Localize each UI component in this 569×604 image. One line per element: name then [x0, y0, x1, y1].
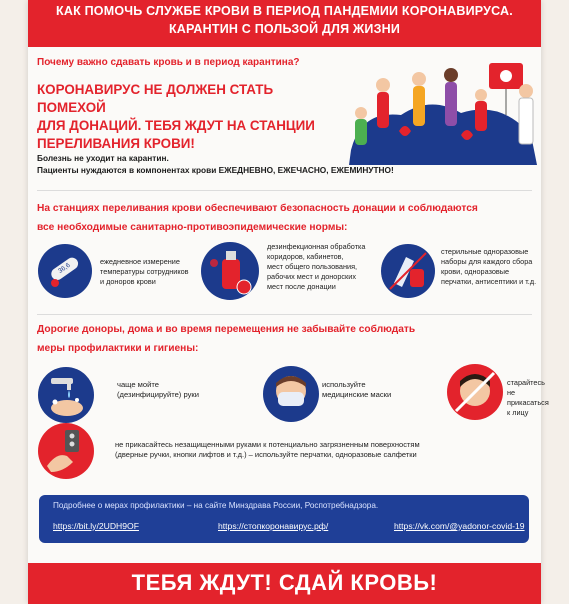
header-title-line-2: КАРАНТИН С ПОЛЬЗОЙ ДЛЯ ЖИЗНИ	[168, 22, 401, 36]
caption-line: к лицу	[507, 408, 529, 417]
header-title-line-1: КАК ПОМОЧЬ СЛУЖБЕ КРОВИ В ПЕРИОД ПАНДЕМИИ КОРОНАВИРУСА.	[56, 4, 513, 18]
safety-caption-temperature	[100, 257, 189, 287]
safety-caption-disinfection	[267, 242, 365, 292]
divider	[37, 190, 532, 191]
caption-line: и доноров крови	[100, 277, 156, 286]
caption-line: температуры сотрудников	[100, 267, 189, 276]
thermometer-reading: 36,6	[57, 261, 72, 275]
header-banner	[28, 0, 541, 47]
caption-line: мест общего пользования,	[267, 262, 358, 271]
intro-question: Почему важно сдавать кровь и в период карантина?	[37, 57, 300, 68]
prevention-title	[37, 320, 533, 358]
prevention-title-line-1: Дорогие доноры, дома и во время перемещения не забывайте соблюдать	[37, 324, 416, 335]
caption-line: (дверные ручки, кнопки лифтов и т.д.) – используйте перчатки, одноразовые салфетки	[115, 450, 417, 459]
prevention-caption-wash	[117, 380, 199, 400]
caption-line: медицинские маски	[322, 390, 392, 399]
prevention-caption-face	[507, 378, 549, 418]
link-stopcoronavirus[interactable]: https://стопкоронавирус.рф/	[218, 521, 329, 531]
caption-line: перчатки, антисептики и т.д.	[441, 277, 537, 286]
caption-line: мест после донации	[267, 282, 336, 291]
prevention-caption-mask	[322, 380, 391, 400]
info-title: Подробнее о мерах профилактики – на сайте Минздрава России, Роспотребнадзора.	[53, 501, 379, 510]
caption-line: рабочих мест и донорских	[267, 272, 356, 281]
caption-line: не прикасайтесь незащищенными руками к потенциально загрязненным поверхностям	[115, 440, 420, 449]
link-vk[interactable]: https://vk.com/@yadonor-covid-19	[394, 521, 525, 531]
caption-line: ежедневное измерение	[100, 257, 180, 266]
safety-title-line-2: все необходимые санитарно-противоэпидемические нормы:	[37, 222, 348, 233]
info-box	[39, 495, 529, 543]
hand-washing-icon	[37, 366, 95, 424]
caption-line: чаще мойте	[117, 380, 159, 389]
caption-line: используйте	[322, 380, 366, 389]
link-bitly[interactable]: https://bit.ly/2UDH9OF	[53, 521, 139, 531]
intro-headline-line-1: КОРОНАВИРУС НЕ ДОЛЖЕН СТАТЬ ПОМЕХОЙ	[37, 82, 274, 115]
cta-banner	[28, 563, 541, 604]
thermometer-icon	[37, 243, 93, 299]
sterile-kit-icon	[380, 243, 436, 299]
elevator-button-icon	[37, 422, 95, 480]
intro-fact-2: Пациенты нуждаются в компонентах крови ЕЖЕДНЕВНО, ЕЖЕЧАСНО, ЕЖЕМИНУТНО!	[37, 165, 394, 175]
face-mask-icon	[262, 365, 320, 423]
intro-headline-line-3: ПЕРЕЛИВАНИЯ КРОВИ!	[37, 136, 195, 151]
caption-line: дезинфекционная обработка	[267, 242, 366, 251]
intro-headline-line-2: ДЛЯ ДОНАЦИЙ. ТЕБЯ ЖДУТ НА СТАНЦИИ	[37, 118, 315, 133]
safety-caption-sterile	[441, 247, 536, 287]
no-touch-face-icon	[446, 363, 504, 421]
divider	[37, 314, 532, 315]
caption-line: наборы для каждого сбора	[441, 257, 533, 266]
caption-line: стерильные одноразовые	[441, 247, 529, 256]
cta-text: ТЕБЯ ЖДУТ! СДАЙ КРОВЬ!	[131, 570, 438, 595]
caption-line: старайтесь	[507, 378, 545, 387]
caption-line: коридоров, кабинетов,	[267, 252, 344, 261]
intro-fact-1: Болезнь не уходит на карантин.	[37, 153, 169, 163]
safety-title	[37, 199, 533, 237]
disinfection-icon	[200, 241, 260, 301]
caption-line: (дезинфицируйте) руки	[117, 390, 199, 399]
donors-queue-illustration	[341, 55, 541, 171]
safety-title-line-1: На станциях переливания крови обеспечивают безопасность донации и соблюдаются	[37, 203, 478, 214]
prevention-caption-surfaces	[115, 440, 420, 460]
prevention-title-line-2: меры профилактики и гигиены:	[37, 343, 199, 354]
intro-headline	[37, 81, 327, 153]
caption-line: крови, одноразовые	[441, 267, 510, 276]
poster	[28, 0, 549, 604]
caption-line: не прикасаться	[507, 388, 549, 407]
